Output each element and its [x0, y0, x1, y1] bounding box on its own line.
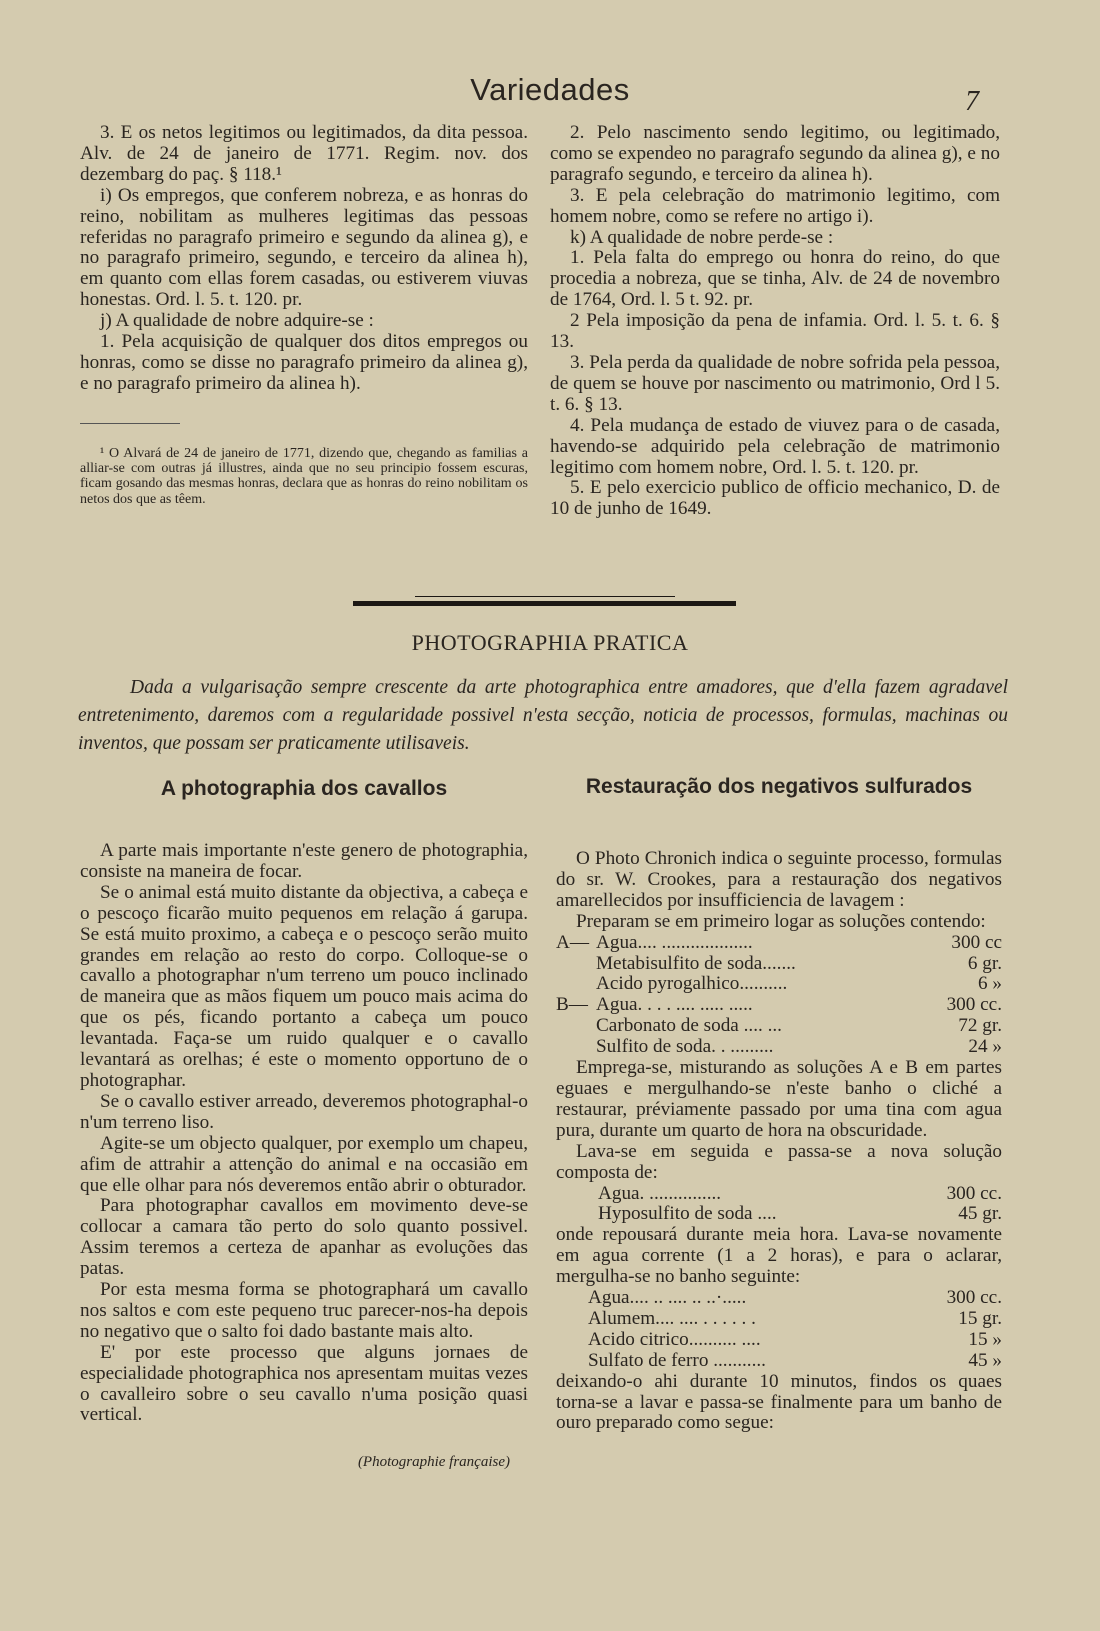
table-row — [556, 995, 1002, 1016]
paragraph: 3. E pela celebração do matrimonio legitimo, com homem nobre, como se refere no artigo i). — [550, 184, 1000, 227]
quantity: 300 cc — [951, 931, 1002, 953]
paragraph: j) A qualidade de nobre adquire-se : — [100, 310, 374, 332]
ingredient: Agua. . . . .... ..... ..... — [596, 994, 753, 1016]
running-head: Variedades — [470, 72, 630, 107]
top-left-column — [80, 123, 528, 507]
paragraph: 4. Pela mudança de estado de viuvez para o de casada, havendo-se adquirido pela celebração de matrimonio legitimo com homem nobre, Ord. l. 5. t. 120. pr. — [550, 414, 1000, 478]
table-row — [556, 933, 1002, 954]
table-row — [556, 1330, 1002, 1351]
ingredient: Sulfato de ferro ........... — [588, 1349, 766, 1371]
ingredient: Hyposulfito de soda .... — [598, 1203, 777, 1225]
footnote-text: ¹ O Alvará de 24 de janeiro de 1771, dizendo que, chegando as familias a alliar-se com outras já illustres, ainda que no seu principio fossem escuras, ficam gosando das mesmas honras, declara que as honras do reino nobilitam os netos dos que as têem. — [80, 445, 528, 507]
solution-label — [556, 1037, 596, 1058]
ingredient: Sulfito de soda. . ......... — [596, 1036, 774, 1058]
paragraph: O Photo Chronich indica o seguinte processo, formulas do sr. W. Crookes, para a restauração dos negativos amarellecidos por insufficiencia de lavagem : — [556, 848, 1002, 911]
intro-text: Dada a vulgarisação sempre crescente da arte photographica entre amadores, que d'ella fazem agradavel entretenimento, daremos com a regularidade possivel n'esta secção, noticia de processos, formulas, machinas ou inventos, que possam ser praticamente utilisaveis. — [78, 677, 1008, 754]
ingredient: Metabisulfito de soda....... — [596, 952, 796, 974]
table-row — [556, 1184, 1002, 1205]
paragraph: Emprega-se, misturando as soluções A e B em partes eguaes e mergulhando-se n'este banho o cliché a restaurar, préviamente passado por uma tina com agua pura, durante um quarto de hora na obscuridade. — [556, 1057, 1002, 1141]
paragraph: 5. E pelo exercicio publico de officio mechanico, D. de 10 de junho de 1649. — [550, 477, 1000, 520]
quantity: 300 cc. — [946, 1182, 1002, 1204]
table-row — [556, 974, 1002, 995]
table-row — [556, 1309, 1002, 1330]
top-right-column — [550, 123, 1000, 520]
paragraph: Por esta mesma forma se photographará um cavallo nos saltos e com este pequeno truc parecer-nos-ha depois no negativo que o salto foi dado bastante mais alto. — [80, 1279, 528, 1342]
section-divider-thin — [415, 596, 675, 597]
section-title: PHOTOGRAPHIA PRATICA — [411, 630, 689, 655]
quantity: 6 gr. — [967, 952, 1002, 974]
quantity: 24 » — [968, 1036, 1002, 1058]
paragraph: Se o animal está muito distante da objectiva, a cabeça e o pescoço ficarão muito pequenos em relação á garupa. Se está muito proximo, a cabeça e o pescoço serão muito grandes em relação ao resto do corpo. Colloque-se o cavallo a photographar n'um terreno um pouco inclinado de maneira que as mãos fiquem um pouco mais acima do que os pés, ficando portanto a cabeça um pouco levantada. Faça-se um ruido qualquer e o cavallo levantará as orelhas; é este o momento opportuno de o photographar. — [80, 881, 528, 1091]
article-negativos-body — [556, 849, 1002, 1434]
quantity: 72 gr. — [958, 1015, 1002, 1037]
paragraph: i) Os empregos, que conferem nobreza, e as honras do reino, nobilitam as mulheres legitimas das pessoas referidas no paragrafo primeiro e segundo da alinea g), e no paragrafo primeiro, segundo, e terceiro da alinea h), em quanto com ellas forem casadas, ou estiverem viuvas honestas. Ord. l. 5. t. 120. pr. — [80, 184, 528, 311]
table-row — [556, 1016, 1002, 1037]
article-cavallos-body — [80, 841, 528, 1473]
table-row — [556, 1288, 1002, 1309]
paragraph: E' por este processo que alguns jornaes de especialidade photographica nos apresentam muitas vezes o cavalleiro sobre o seu cavallo n'uma posição quasi vertical. — [80, 1341, 528, 1426]
ingredient: Agua. ............... — [598, 1182, 722, 1204]
section-intro — [78, 674, 1008, 758]
bath-table — [556, 1288, 1002, 1372]
paragraph: k) A qualidade de nobre perde-se : — [570, 226, 834, 248]
ingredient: Acido pyrogalhico.......... — [596, 973, 788, 995]
quantity: 15 gr. — [958, 1307, 1002, 1329]
paragraph: 2. Pelo nascimento sendo legitimo, ou legitimado, como se expendeo no paragrafo segundo da alinea g), e no paragrafo segundo, e terceiro da alinea h). — [550, 122, 1000, 185]
paragraph: Agite-se um objecto qualquer, por exemplo um chapeu, afim de attrahir a attenção do animal e na occasião em que elle olhar para nós deveremos então abrir o obturador. — [80, 1132, 528, 1196]
paragraph: A parte mais importante n'este genero de photographia, consiste na maneira de focar. — [80, 840, 528, 882]
page-number: 7 — [965, 86, 979, 117]
ingredient: Agua.... ................... — [596, 931, 753, 953]
paragraph: Para photographar cavallos em movimento deve-se collocar a camara tão perto do solo quanto possivel. Assim teremos a certeza de apanhar as evoluções das patas. — [80, 1195, 528, 1280]
quantity: 300 cc. — [946, 1287, 1002, 1309]
ingredient: Acido citrico.......... .... — [588, 1328, 761, 1350]
quantity: 45 » — [968, 1349, 1002, 1371]
quantity: 300 cc. — [946, 994, 1002, 1016]
section-divider-heavy — [353, 601, 736, 606]
quantity: 45 gr. — [958, 1203, 1002, 1225]
paragraph: Se o cavallo estiver arreado, deveremos photographal-o n'um terreno liso. — [80, 1090, 528, 1133]
ingredient: Agua.... .. .... .. ..·..... — [588, 1287, 747, 1309]
ingredient: Alumem.... .... . . . . . . — [588, 1307, 756, 1329]
footnote — [80, 446, 528, 507]
paragraph: deixando-o ahi durante 10 minutos, findos os quaes torna-se a lavar e passa-se finalmente para um banho de ouro preparado como segue: — [556, 1370, 1002, 1434]
paragraph: Lava-se em seguida e passa-se a nova solução composta de: — [556, 1140, 1002, 1183]
solution2-table — [556, 1184, 1002, 1226]
paragraph: onde repousará durante meia hora. Lava-se novamente em agua corrente (1 a 2 horas), e para o aclarar, mergulha-se no banho seguinte: — [556, 1224, 1002, 1288]
article-title-negativos: Restauração dos negativos sulfurados — [585, 775, 973, 798]
table-row — [556, 1037, 1002, 1058]
article-source: (Photographie française) — [357, 1454, 510, 1471]
solution-label: A— — [556, 931, 590, 953]
quantity: 15 » — [968, 1328, 1002, 1350]
solution-label — [556, 974, 596, 995]
table-row — [556, 1351, 1002, 1372]
ingredient: Carbonato de soda .... ... — [596, 1015, 782, 1037]
paragraph: 3. Pela perda da qualidade de nobre sofrida pela pessoa, de quem se houve por nascimento ou matrimonio, Ord l 5. t. 6. § 13. — [550, 351, 1000, 415]
table-row — [556, 954, 1002, 975]
solutions-table — [556, 933, 1002, 1058]
article-title-cavallos: A photographia dos cavallos — [160, 777, 448, 800]
quantity: 6 » — [978, 973, 1002, 995]
table-row — [556, 1204, 1002, 1225]
paragraph: 3. E os netos legitimos ou legitimados, da dita pessoa. Alv. de 24 de janeiro de 1771. Regim. nov. dos dezembarg do paç. § 118.¹ — [80, 122, 528, 185]
paragraph: Preparam se em primeiro logar as soluções contendo: — [576, 910, 986, 932]
paragraph: 1. Pela falta do emprego ou honra do reino, do que procedia a nobreza, que se tinha, Alv. de 24 de novembro de 1764, Ord. l. 5 t. 92. pr. — [550, 247, 1000, 311]
footnote-divider — [80, 423, 180, 424]
solution-label — [556, 954, 596, 975]
solution-label: B— — [556, 994, 588, 1016]
paragraph: 1. Pela acquisição de qualquer dos ditos empregos ou honras, como se disse no paragrafo primeiro da alinea g), e no paragrafo primeiro da alinea h). — [80, 331, 528, 394]
paragraph: 2 Pela imposição da pena de infamia. Ord. l. 5. t. 6. § 13. — [550, 310, 1000, 353]
solution-label — [556, 1016, 596, 1037]
